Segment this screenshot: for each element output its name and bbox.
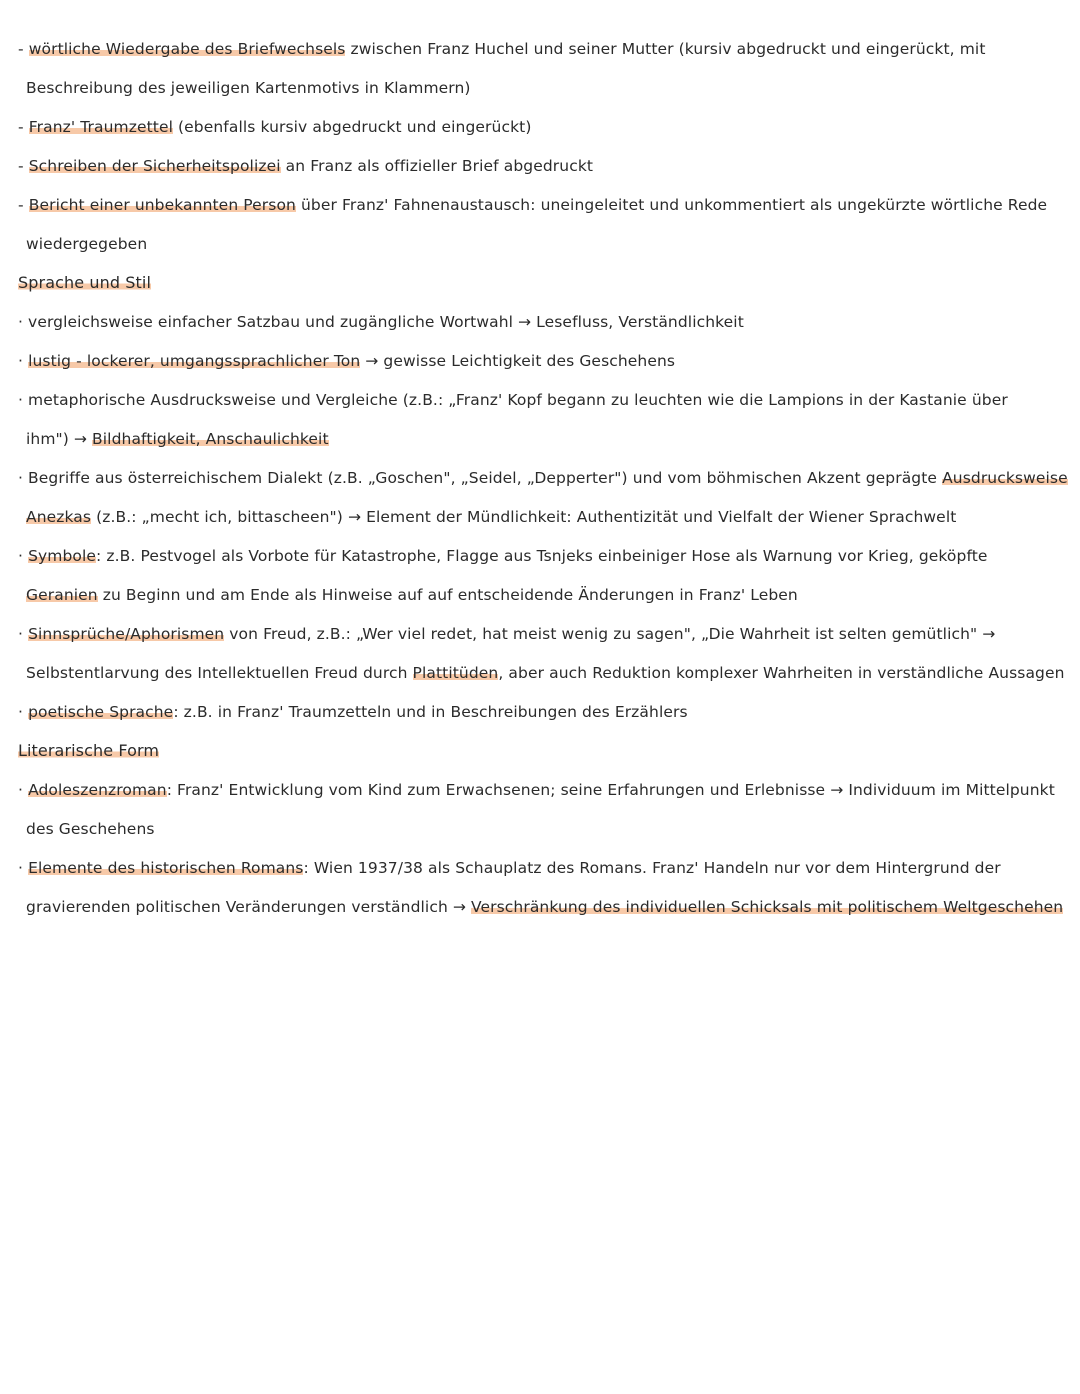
note-line: Selbstentlarvung des Intellektuellen Freud durch Plattitüden, aber auch Reduktion komplexer Wahrheiten in verständliche Aussagen <box>26 664 1065 682</box>
note-line: · Symbole: z.B. Pestvogel als Vorbote für Katastrophe, Flagge aus Tsnjeks einbeiniger Hose als Warnung vor Krieg, geköpfte <box>18 547 988 565</box>
note-line: · vergleichsweise einfacher Satzbau und zugängliche Wortwahl → Lesefluss, Verständlichkeit <box>18 313 744 331</box>
note-line: · Elemente des historischen Romans: Wien 1937/38 als Schauplatz des Romans. Franz' Handeln nur vor dem Hintergrund der <box>18 859 1001 877</box>
note-line: · metaphorische Ausdrucksweise und Vergleiche (z.B.: „Franz' Kopf begann zu leuchten wie die Lampions in der Kastanie über <box>18 391 1008 409</box>
note-line: · Adoleszenzroman: Franz' Entwicklung vom Kind zum Erwachsenen; seine Erfahrungen und Erlebnisse → Individuum im Mittelpunkt <box>18 781 1055 799</box>
note-line: - Bericht einer unbekannten Person über Franz' Fahnenaustausch: uneingeleitet und unkommentiert als ungekürzte wörtliche Rede <box>18 196 1048 214</box>
note-line: · lustig - lockerer, umgangssprachlicher Ton → gewisse Leichtigkeit des Geschehens <box>18 352 676 370</box>
note-line: gravierenden politischen Veränderungen verständlich → Verschränkung des individuellen Schicksals mit politischem Weltgeschehen <box>26 898 1064 916</box>
note-line: - Schreiben der Sicherheitspolizei an Franz als offizieller Brief abgedruckt <box>18 157 594 175</box>
section-heading: Literarische Form <box>18 741 160 760</box>
note-line: Anezkas (z.B.: „mecht ich, bittascheen") → Element der Mündlichkeit: Authentizität und Vielfalt der Wiener Sprachwelt <box>26 508 957 526</box>
note-line: wiedergegeben <box>26 235 148 253</box>
note-line: - Franz' Traumzettel (ebenfalls kursiv abgedruckt und eingerückt) <box>18 118 532 136</box>
section-heading: Sprache und Stil <box>18 273 152 292</box>
note-line: · Begriffe aus österreichischem Dialekt (z.B. „Goschen", „Seidel, „Depperter") und vom böhmischen Akzent geprägte Ausdrucksweise <box>18 469 1068 487</box>
note-line: des Geschehens <box>26 820 155 838</box>
note-line: Geranien zu Beginn und am Ende als Hinweise auf auf entscheidende Änderungen in Franz' Leben <box>26 586 798 604</box>
note-line: Beschreibung des jeweiligen Kartenmotivs in Klammern) <box>26 79 471 97</box>
note-line: - wörtliche Wiedergabe des Briefwechsels zwischen Franz Huchel und seiner Mutter (kursiv abgedruckt und eingerückt, mit <box>18 40 986 58</box>
note-line: ihm") → Bildhaftigkeit, Anschaulichkeit <box>26 430 329 448</box>
note-line: · Sinnsprüche/Aphorismen von Freud, z.B.: „Wer viel redet, hat meist wenig zu sagen", „Die Wahrheit ist selten gemütlich" → <box>18 625 996 643</box>
note-line: · poetische Sprache: z.B. in Franz' Traumzetteln und in Beschreibungen des Erzählers <box>18 703 688 721</box>
